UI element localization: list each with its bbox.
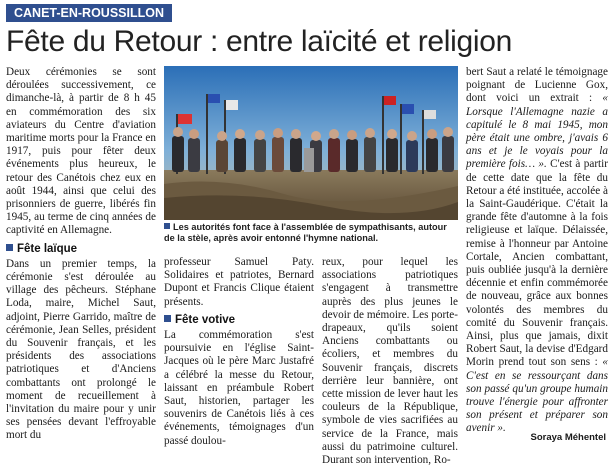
square-bullet-icon: [6, 244, 13, 251]
subhead-label: Fête votive: [175, 313, 236, 326]
temoignage-intro: bert Saut a relaté le témoignage poignant de Lucienne Gox, dont voici un extrait :: [466, 66, 608, 105]
quote-edgard-morin: « C'est en se ressourçant dans son passé qu'un groupe humain trouve l'énergie pour affronter son présent et préparer son avenir ».: [466, 356, 608, 435]
paragraph-intro: Deux cérémonies se sont déroulées successivement, ce dimanche-là, à partir de 8 h 45 en commémoration des six aviateurs du Centre d'aviation maritime morts pour la France en 1917, puis pour fêter deux événements plus heureux, le retour des Canétois chez eux en août 1944, ainsi que celui des prisonniers de guerre, libérés fin 1945, au terme de cinq années de captivité en Allemagne.: [6, 66, 156, 237]
paragraph-samuel-paty: professeur Samuel Paty. Solidaires et patriotes, Bernard Dupont et Francis Clique étaient présents.: [164, 256, 314, 308]
ceremony-photo: [164, 66, 458, 220]
article-column-3: [322, 256, 458, 467]
article-column-2: [164, 256, 314, 448]
square-bullet-icon: [164, 315, 171, 322]
article-column-1: [6, 66, 156, 443]
article-column-4: [466, 66, 608, 436]
paragraph-temoignage: [466, 66, 608, 436]
paragraph-laique: Dans un premier temps, la cérémonie s'est déroulée au village des pêcheurs. Stéphane Loda, maire, Michel Saut, adjoint, Pierre Garrido, maître de cérémonie, Jean Selles, président du Souvenir français, et les présidents des associations patriotiques et d'Anciens combattants ont prolongé le moment de recueillement à l'invitation du maire pour y unir ses pensées devant l'effroyable mort du: [6, 257, 156, 442]
photo-caption: [164, 222, 458, 244]
subhead-fete-laique: [6, 243, 156, 256]
article-headline: Fête du Retour : entre laïcité et religion: [6, 25, 513, 58]
paragraph-fete-retour: C'est à partir de cette date que la fête du Retour a été instituée, accolée à la Saint-Gaudérique. C'était la grande fête d'automne à la fois religieuse et laïque. Délaissée, remise à l'honneur par Antoine Cortale, Ancien combattant, puis oubliée jusqu'à la dernière décennie et enfin commémorée de nouveau, grâce aux bonnes volontés des membres du comité du Souvenir français. Ainsi, plus que jamais, dixit Robert Saut, la devise d'Edgard Morin prend tout son sens :: [466, 158, 608, 369]
quote-lucienne-gox: « Lorsque l'Allemagne nazie a capitulé le 8 mai 1945, mon père était une ombre, j'avais 6 ans et je le voyais pour la première fois… ».: [466, 92, 609, 171]
section-kicker: CANET-EN-ROUSSILLON: [6, 4, 172, 22]
square-bullet-icon: [164, 223, 170, 229]
paragraph-votive: La commémoration s'est poursuivie en l'église Saint-Jacques où le père Marc Justafré a célébré la messe du Retour, laissant en préambule Robert Saut, historien, partager les souvenirs de Canétois liés à ces événements, témoignages d'un passé doulou-: [164, 329, 314, 447]
author-signature: Soraya Méhentel: [530, 432, 606, 443]
subhead-label: Fête laïque: [17, 242, 78, 255]
subhead-fete-votive: [164, 314, 314, 327]
photo-caption-text: Les autorités font face à l'assemblée de sympathisants, autour de la stèle, après avoir entonné l'hymne national.: [164, 222, 447, 243]
paragraph-porte-drapeaux: reux, pour lequel les associations patriotiques s'engagent à transmettre auprès des plus jeunes le devoir de mémoire. Les porte-drapeaux, qu'ils soient Anciens combattants ou écoliers, et membres du Souvenir français, discrets derrière leur bannière, ont cette mission de lever haut les couleurs de la République, symbole de vies sacrifiées au service de la France, mais aussi du patrimoine culturel. Durant son intervention, Ro-: [322, 256, 458, 467]
article-photo: [164, 66, 458, 220]
